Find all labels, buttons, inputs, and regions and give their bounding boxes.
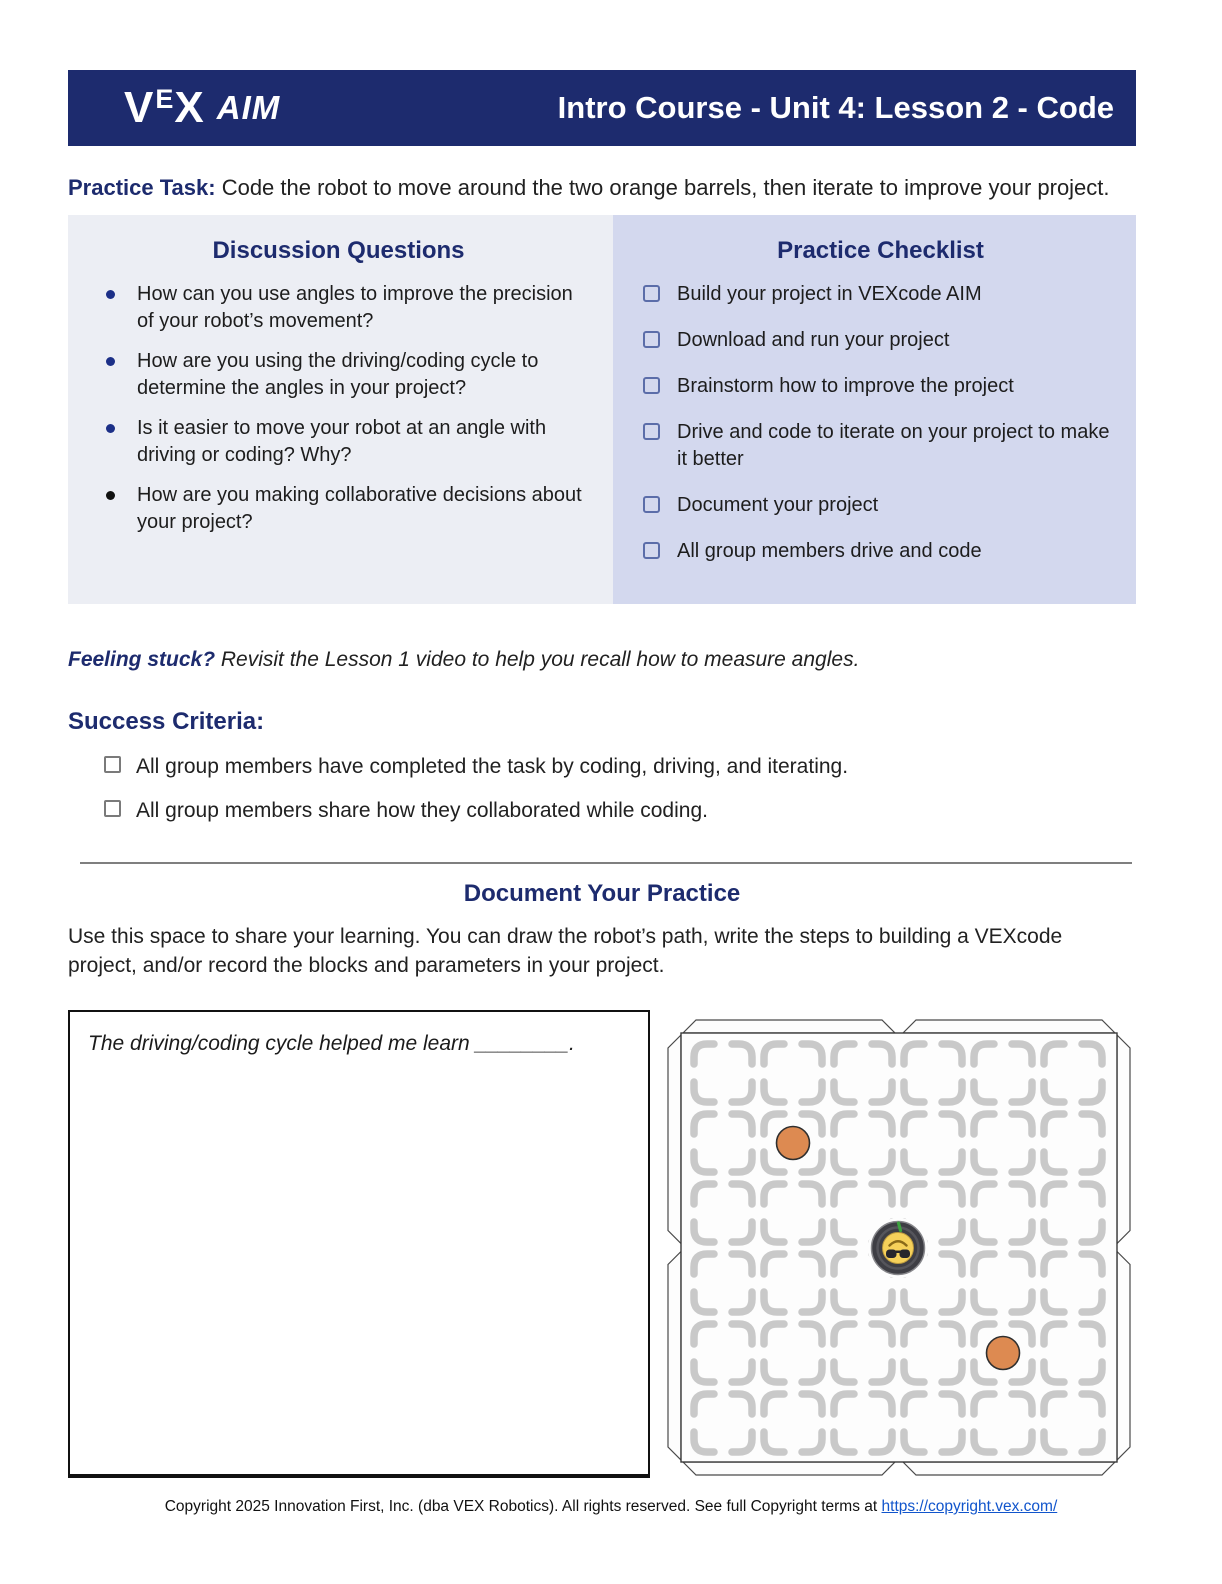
success-criteria-item xyxy=(68,797,1136,824)
document-practice-title: Document Your Practice xyxy=(463,880,741,907)
practice-checklist-list xyxy=(643,281,1118,565)
practice-task-label: Practice Task: xyxy=(68,175,216,200)
discussion-question xyxy=(90,415,587,469)
aim-robot xyxy=(868,1218,928,1278)
discussion-questions-list xyxy=(90,281,587,536)
success-criteria-title: Success Criteria: xyxy=(68,708,265,735)
checklist-item xyxy=(643,281,1118,308)
logo-letter-v: V xyxy=(124,83,155,132)
checklist-item xyxy=(643,492,1118,519)
discussion-question xyxy=(90,482,587,536)
bullet-icon xyxy=(106,424,115,433)
discussion-question-text: How are you using the driving/coding cycle to determine the angles in your project? xyxy=(137,350,539,399)
field-wall-tab xyxy=(668,1035,681,1244)
discussion-questions-title: Discussion Questions xyxy=(212,237,465,264)
field-wall-tab xyxy=(668,1252,681,1461)
success-criteria-text: All group members share how they collaborated while coding. xyxy=(136,799,708,822)
bullet-icon xyxy=(106,491,115,500)
checkbox-unchecked[interactable] xyxy=(643,496,660,513)
header-banner xyxy=(68,70,1136,146)
field-wall-tab xyxy=(683,1020,895,1033)
checklist-item xyxy=(643,419,1118,473)
orange-barrel xyxy=(777,1127,810,1160)
checklist-item-text: Brainstorm how to improve the project xyxy=(677,375,1014,397)
writing-prompt: The driving/coding cycle helped me learn ________. xyxy=(88,1032,575,1055)
checklist-item xyxy=(643,538,1118,565)
field-wall-tab xyxy=(683,1462,895,1475)
feeling-stuck-label: Feeling stuck? xyxy=(68,648,216,671)
checkbox-unchecked[interactable] xyxy=(643,542,660,559)
success-criteria-text: All group members have completed the task by coding, driving, and iterating. xyxy=(136,755,849,778)
copyright-footer xyxy=(0,1498,1222,1516)
field-wall-tab xyxy=(903,1020,1115,1033)
bullet-icon xyxy=(106,290,115,299)
practice-task-text: Code the robot to move around the two orange barrels, then iterate to improve your project. xyxy=(215,175,1110,200)
checkbox-unchecked[interactable] xyxy=(104,800,121,817)
discussion-question xyxy=(90,281,587,335)
copyright-link[interactable]: https://copyright.vex.com/ xyxy=(881,1498,1058,1515)
checklist-item-text: Build your project in VEXcode AIM xyxy=(677,283,982,305)
columns-section xyxy=(68,215,1136,604)
vex-aim-field xyxy=(658,1000,1142,1480)
orange-barrel xyxy=(987,1337,1020,1370)
discussion-question-text: How can you use angles to improve the precision of your robot’s movement? xyxy=(137,283,573,332)
checklist-item-text: Download and run your project xyxy=(677,329,950,351)
discussion-question-text: How are you making collaborative decisions about your project? xyxy=(137,484,582,533)
copyright-text: Copyright 2025 Innovation First, Inc. (dba VEX Robotics). All rights reserved. See full Copyright terms at xyxy=(164,1498,882,1515)
checkbox-unchecked[interactable] xyxy=(104,756,121,773)
lesson-title: Intro Course - Unit 4: Lesson 2 - Code xyxy=(557,90,1114,125)
discussion-question-text: Is it easier to move your robot at an angle with driving or coding? Why? xyxy=(137,417,547,466)
writing-box[interactable] xyxy=(68,1010,650,1478)
checklist-item-text: Drive and code to iterate on your project to make it better xyxy=(677,421,1110,470)
feeling-stuck xyxy=(68,646,1136,674)
checklist-item xyxy=(643,327,1118,354)
practice-checklist-title: Practice Checklist xyxy=(777,237,984,264)
feeling-stuck-text: Revisit the Lesson 1 video to help you recall how to measure angles. xyxy=(215,648,860,671)
field-diagram xyxy=(658,1000,1142,1480)
discussion-questions-panel xyxy=(68,215,613,604)
field-wall-tab xyxy=(1117,1035,1130,1244)
checkbox-unchecked[interactable] xyxy=(643,285,660,302)
checklist-item-text: Document your project xyxy=(677,494,879,516)
checkbox-unchecked[interactable] xyxy=(643,423,660,440)
success-criteria-list xyxy=(68,753,1136,824)
checklist-item-text: All group members drive and code xyxy=(677,540,982,562)
practice-task xyxy=(68,172,1136,203)
logo-letter-e: E xyxy=(155,83,174,114)
document-practice-area xyxy=(68,1000,1136,1480)
logo-letter-x: X xyxy=(174,83,205,132)
document-practice-intro: Use this space to share your learning. You can draw the robot’s path, write the steps to building a VEXcode project, and/or record the blocks and parameters in your project. xyxy=(68,925,1063,977)
field-wall-tab xyxy=(1117,1252,1130,1461)
field-wall-tab xyxy=(903,1462,1115,1475)
checkbox-unchecked[interactable] xyxy=(643,331,660,348)
logo-aim: AIM xyxy=(216,89,281,126)
vex-aim-logo xyxy=(68,83,280,133)
checkbox-unchecked[interactable] xyxy=(643,377,660,394)
bullet-icon xyxy=(106,357,115,366)
discussion-question xyxy=(90,348,587,402)
practice-checklist-panel xyxy=(613,215,1136,604)
section-divider xyxy=(80,862,1132,864)
success-criteria-item xyxy=(68,753,1136,780)
checklist-item xyxy=(643,373,1118,400)
